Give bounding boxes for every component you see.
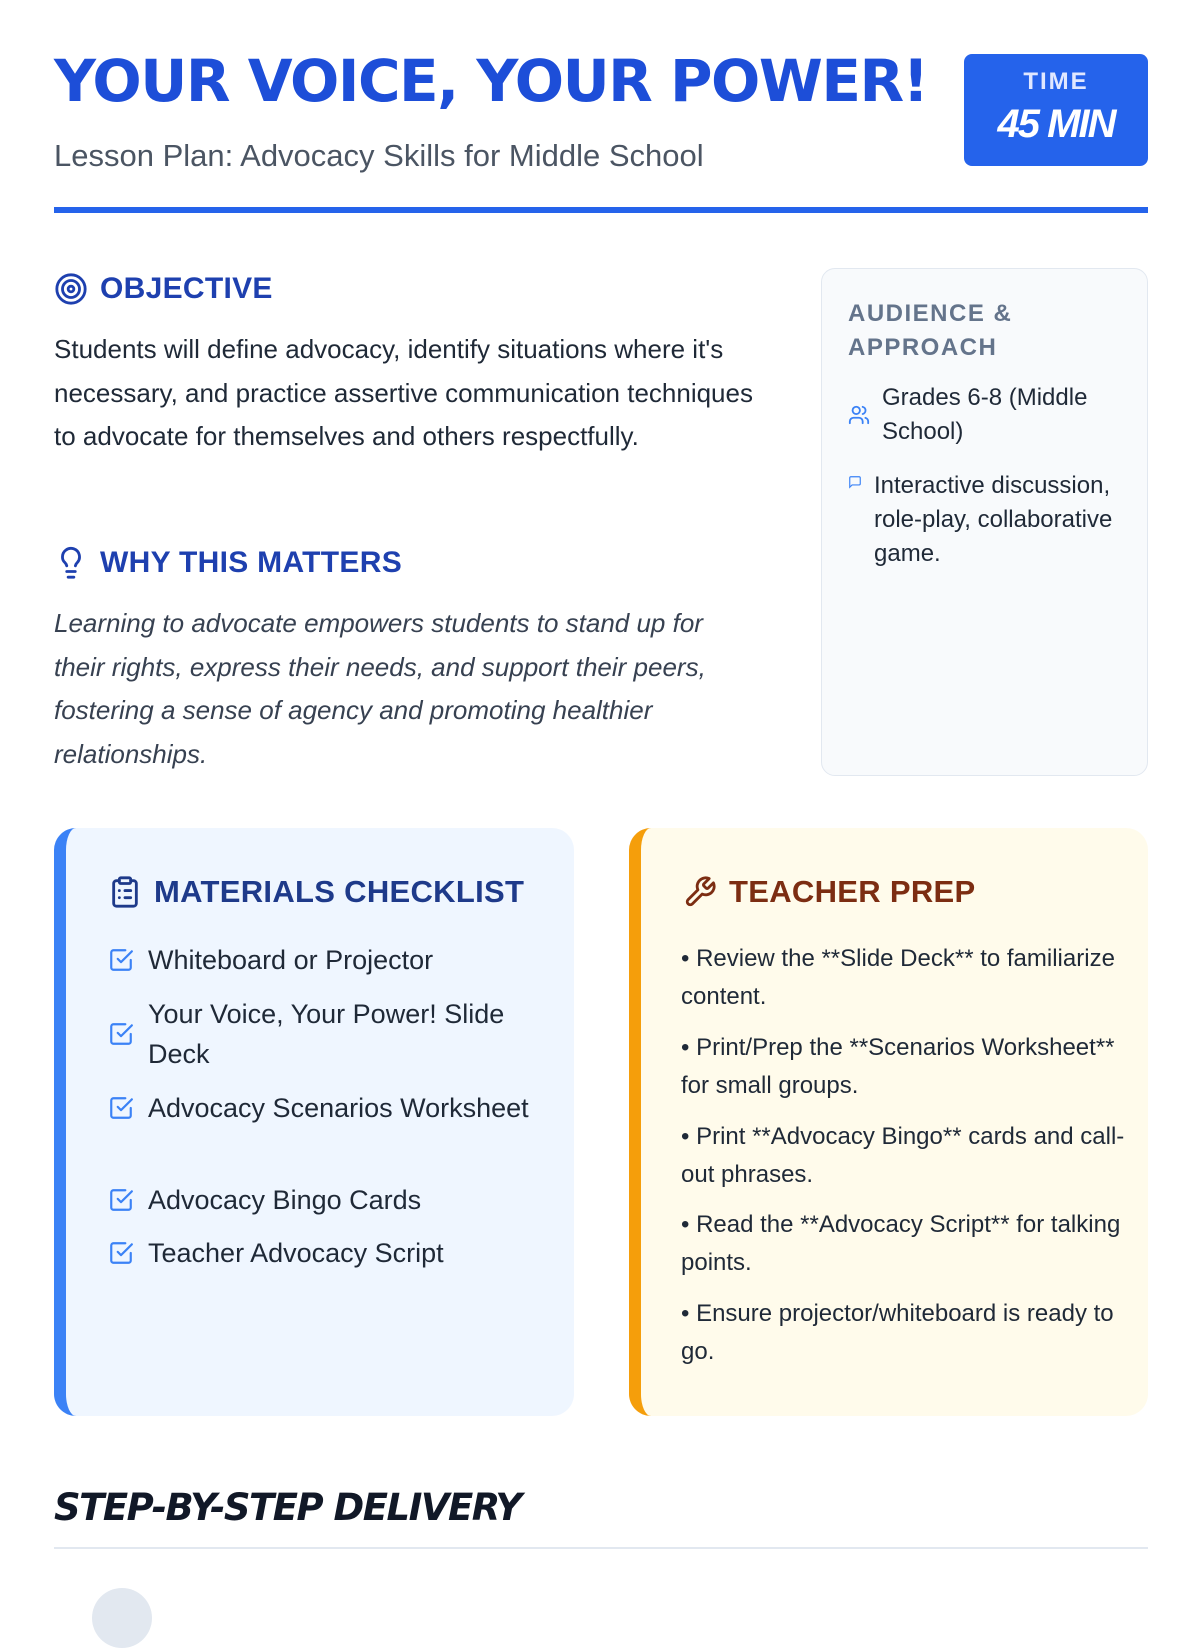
check-square-icon bbox=[108, 1187, 134, 1213]
prep-heading bbox=[683, 874, 975, 910]
check-square-icon bbox=[108, 947, 134, 973]
page-title: YOUR VOICE, YOUR POWER! bbox=[54, 47, 928, 115]
audience-item-approach bbox=[848, 469, 1138, 571]
prep-item: • Review the **Slide Deck** to familiarize content. bbox=[681, 945, 1115, 1010]
why-title: WHY THIS MATTERS bbox=[100, 546, 403, 579]
why-heading bbox=[54, 546, 402, 580]
why-text: Learning to advocate empowers students to stand up for their rights, express their needs, and support their peers, fostering a sense of agency and promoting healthier relationships. bbox=[54, 608, 706, 769]
page-subtitle: Lesson Plan: Advocacy Skills for Middle School bbox=[54, 138, 704, 173]
prep-item: • Print **Advocacy Bingo** cards and call-out phrases. bbox=[681, 1123, 1125, 1188]
materials-item bbox=[108, 1088, 548, 1128]
objective-title: OBJECTIVE bbox=[100, 272, 273, 305]
materials-item bbox=[108, 940, 548, 980]
materials-item bbox=[108, 994, 548, 1074]
step-section-divider bbox=[54, 1547, 1148, 1549]
header bbox=[54, 0, 1148, 212]
time-value: 45 MIN bbox=[997, 102, 1115, 146]
materials-heading bbox=[108, 874, 524, 910]
step-number-circle bbox=[92, 1588, 152, 1648]
time-badge bbox=[964, 54, 1148, 166]
time-label: TIME bbox=[1023, 68, 1089, 95]
audience-approach-text: Interactive discussion, role-play, collaborative game. bbox=[874, 472, 1113, 567]
prep-item: • Print/Prep the **Scenarios Worksheet** for small groups. bbox=[681, 1034, 1115, 1099]
materials-item bbox=[108, 1180, 548, 1220]
lightbulb-icon bbox=[54, 546, 88, 580]
audience-item-grades bbox=[848, 381, 1138, 449]
prep-item: • Read the **Advocacy Script** for talking points. bbox=[681, 1211, 1121, 1276]
prep-item: • Ensure projector/whiteboard is ready to go. bbox=[681, 1300, 1114, 1365]
check-square-icon bbox=[108, 1240, 134, 1266]
objective-heading bbox=[54, 272, 273, 306]
target-icon bbox=[54, 272, 88, 306]
clipboard-icon bbox=[108, 875, 142, 909]
objective-text: Students will define advocacy, identify situations where it's necessary, and practice assertive communication techniques to advocate for themselves and others respectfully. bbox=[54, 334, 753, 451]
prep-title: TEACHER PREP bbox=[729, 874, 976, 909]
step-section-title: STEP-BY-STEP DELIVERY bbox=[54, 1486, 521, 1529]
header-divider bbox=[54, 207, 1148, 213]
materials-item-label: Advocacy Scenarios Worksheet bbox=[148, 1093, 529, 1123]
materials-checklist-card bbox=[54, 828, 574, 1416]
materials-item-label: Advocacy Bingo Cards bbox=[148, 1185, 422, 1215]
chat-icon bbox=[848, 475, 862, 489]
audience-title: AUDIENCE & APPROACH bbox=[848, 300, 1013, 361]
check-square-icon bbox=[108, 1095, 134, 1121]
teacher-prep-card bbox=[629, 828, 1148, 1416]
materials-item-label: Your Voice, Your Power! Slide Deck bbox=[148, 999, 505, 1069]
materials-item-label: Whiteboard or Projector bbox=[148, 945, 434, 975]
check-square-icon bbox=[108, 1021, 134, 1047]
materials-item bbox=[108, 1233, 548, 1273]
audience-grades-text: Grades 6-8 (Middle School) bbox=[882, 384, 1088, 445]
materials-title: MATERIALS CHECKLIST bbox=[154, 874, 525, 909]
materials-item-label: Teacher Advocacy Script bbox=[148, 1238, 444, 1268]
audience-card bbox=[821, 268, 1148, 776]
wrench-icon bbox=[683, 875, 717, 909]
users-icon bbox=[848, 404, 870, 426]
